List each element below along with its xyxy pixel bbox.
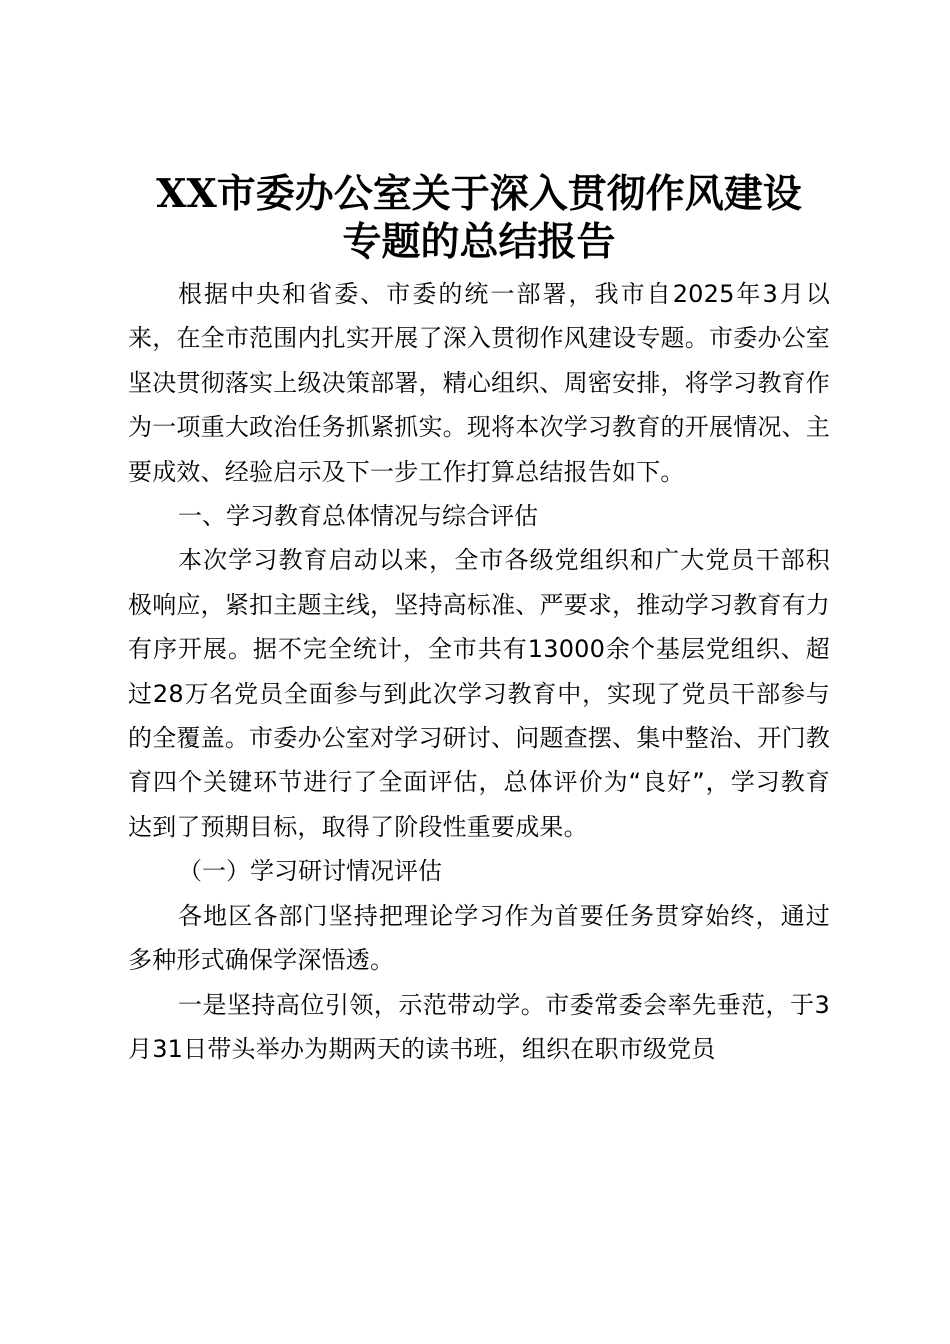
title-line-2: 专题的总结报告 bbox=[342, 219, 616, 265]
section-1-paragraph: 本次学习教育启动以来，全市各级党组织和广大党员干部积极响应，紧扣主题主线，坚持高标准、严要求，推动学习教育有力有序开展。据不完全统计，全市共有13000余个基层党组织、超过28万名党员全面参与到此次学习教育中，实现了党员干部参与的全覆盖。市委办公室对学习研讨、问题查摆、集中整治、开门教育四个关键环节进行了全面评估，总体评价为“良好”，学习教育达到了预期目标，取得了阶段性重要成果。 bbox=[128, 546, 830, 841]
document-body bbox=[128, 272, 830, 1071]
subsection-1-paragraph: 各地区各部门坚持把理论学习作为首要任务贯穿始终，通过多种形式确保学深悟透。 bbox=[128, 901, 830, 975]
subsection-1-heading: （一）学习研讨情况评估 bbox=[178, 857, 442, 886]
document-title bbox=[128, 170, 830, 266]
section-1-heading: 一、学习教育总体情况与综合评估 bbox=[178, 502, 538, 531]
intro-paragraph: 根据中央和省委、市委的统一部署，我市自2025年3月以来，在全市范围内扎实开展了深入贯彻作风建设专题。市委办公室坚决贯彻落实上级决策部署，精心组织、周密安排，将学习教育作为一项重大政治任务抓紧抓实。现将本次学习教育的开展情况、主要成效、经验启示及下一步工作打算总结报告如下。 bbox=[128, 280, 830, 486]
point-1-paragraph: 一是坚持高位引领，示范带动学。市委常委会率先垂范，于3月31日带头举办为期两天的读书班，组织在职市级党员 bbox=[128, 990, 830, 1063]
title-line-1: XX市委办公室关于深入贯彻作风建设 bbox=[156, 171, 802, 217]
